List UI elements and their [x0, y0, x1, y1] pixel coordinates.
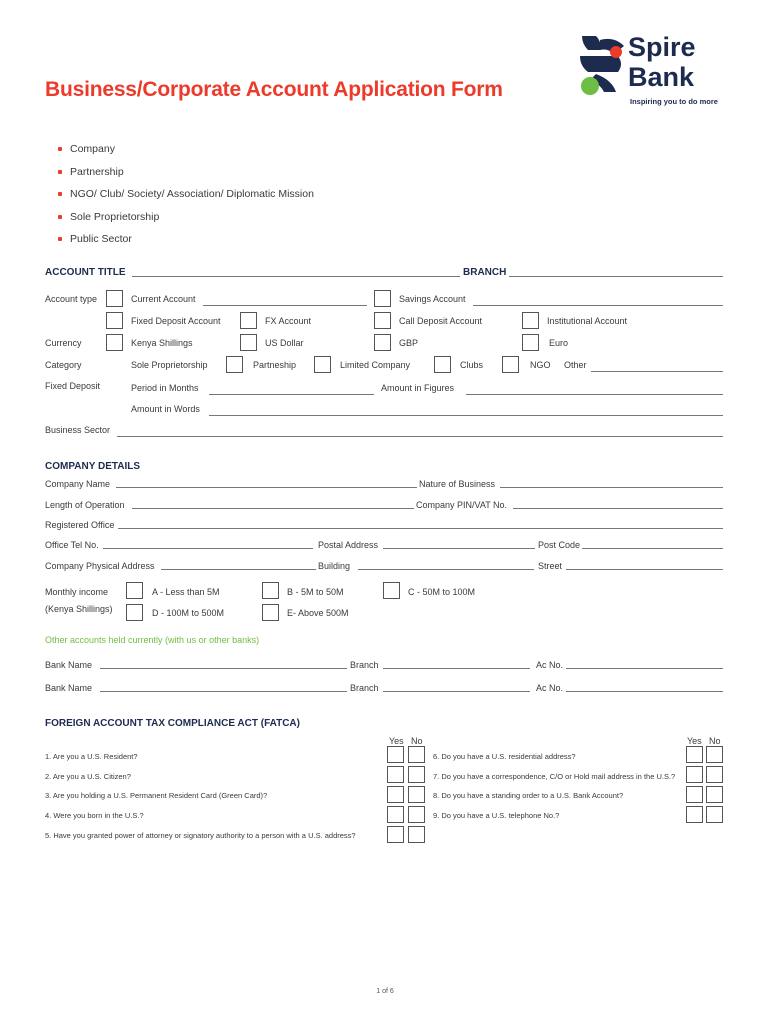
bank-branch-label: Branch [350, 683, 379, 693]
fatca-no-header: No [709, 736, 721, 746]
office-tel-field[interactable] [103, 548, 313, 549]
fatca-yes-checkbox[interactable] [686, 806, 703, 823]
gbp-checkbox[interactable] [374, 334, 391, 351]
fatca-no-checkbox[interactable] [408, 766, 425, 783]
euro-checkbox[interactable] [522, 334, 539, 351]
list-item: Sole Proprietorship [58, 206, 314, 229]
monthly-income-label: Monthly income [45, 587, 109, 597]
current-account-label: Current Account [131, 294, 196, 304]
fatca-no-checkbox[interactable] [706, 766, 723, 783]
other-accounts-heading: Other accounts held currently (with us or other banks) [45, 635, 260, 645]
fatca-question: 3. Are you holding a U.S. Permanent Resident Card (Green Card)? [45, 791, 268, 800]
post-code-field[interactable] [582, 548, 723, 549]
business-sector-field[interactable] [117, 436, 723, 437]
fatca-yes-header: Yes [389, 736, 404, 746]
fatca-question: 8. Do you have a standing order to a U.S. Bank Account? [433, 791, 624, 800]
current-account-checkbox[interactable] [106, 290, 123, 307]
usd-checkbox[interactable] [240, 334, 257, 351]
clubs-checkbox[interactable] [502, 356, 519, 373]
fatca-yes-checkbox[interactable] [387, 806, 404, 823]
fatca-yes-checkbox[interactable] [686, 766, 703, 783]
form-title: Business/Corporate Account Application Form [45, 78, 503, 101]
fx-account-checkbox[interactable] [240, 312, 257, 329]
bank-name-label: Bank Name [45, 660, 93, 670]
length-operation-label: Length of Operation [45, 500, 125, 510]
institutional-account-checkbox[interactable] [522, 312, 539, 329]
account-title-field[interactable] [132, 276, 460, 277]
ac-no-label: Ac No. [536, 683, 564, 693]
fatca-no-checkbox[interactable] [706, 786, 723, 803]
office-tel-label: Office Tel No. [45, 540, 99, 550]
company-pin-label: Company PIN/VAT No. [416, 500, 508, 510]
registered-office-label: Registered Office [45, 520, 115, 530]
fatca-question: 7. Do you have a correspondence, C/O or Hold mail address in the U.S.? [433, 772, 676, 781]
spire-bank-logo [578, 34, 728, 110]
building-field[interactable] [358, 569, 534, 570]
fatca-yes-checkbox[interactable] [387, 786, 404, 803]
kes-checkbox[interactable] [106, 334, 123, 351]
post-code-label: Post Code [538, 540, 581, 550]
income-b-label: B - 5M to 50M [287, 587, 344, 597]
income-e-checkbox[interactable] [262, 604, 279, 621]
amount-words-label: Amount in Words [131, 404, 200, 414]
fatca-question: 1. Are you a U.S. Resident? [45, 752, 138, 761]
bank-name-field[interactable] [100, 691, 347, 692]
period-months-label: Period in Months [131, 383, 199, 393]
company-name-label: Company Name [45, 479, 111, 489]
savings-account-label: Savings Account [399, 294, 466, 304]
fixed-deposit-checkbox[interactable] [106, 312, 123, 329]
sole-proprietorship-checkbox[interactable] [226, 356, 243, 373]
limited-company-label: Limited Company [340, 360, 411, 370]
fatca-question: 2. Are you a U.S. Citizen? [45, 772, 131, 781]
fatca-no-checkbox[interactable] [408, 786, 425, 803]
sole-proprietorship-label: Sole Proprietorship [131, 360, 208, 370]
fatca-yes-checkbox[interactable] [686, 746, 703, 763]
fatca-yes-header: Yes [687, 736, 702, 746]
list-item: NGO/ Club/ Society/ Association/ Diplomatic Mission [58, 183, 314, 206]
postal-address-label: Postal Address [318, 540, 379, 550]
page-number: 1 of 6 [376, 988, 394, 995]
fatca-yes-checkbox[interactable] [387, 766, 404, 783]
postal-address-field[interactable] [383, 548, 535, 549]
fatca-question: 4. Were you born in the U.S.? [45, 811, 144, 820]
current-account-field[interactable] [203, 305, 367, 306]
bank-branch-label: Branch [350, 660, 379, 670]
currency-label: Currency [45, 338, 82, 348]
entity-type-list [58, 138, 314, 251]
company-name-field[interactable] [116, 487, 417, 488]
account-title-label: ACCOUNT TITLE [45, 267, 126, 278]
institutional-account-label: Institutional Account [547, 316, 628, 326]
fatca-yes-checkbox[interactable] [387, 826, 404, 843]
logo-text-spire: Spire [628, 32, 696, 62]
amount-words-field[interactable] [209, 415, 723, 416]
fatca-yes-checkbox[interactable] [387, 746, 404, 763]
list-item: Public Sector [58, 228, 314, 251]
physical-address-field[interactable] [161, 569, 316, 570]
list-item: Company [58, 138, 314, 161]
physical-address-label: Company Physical Address [45, 561, 155, 571]
fatca-question: 9. Do you have a U.S. telephone No.? [433, 811, 560, 820]
company-details-heading: COMPANY DETAILS [45, 461, 141, 472]
kes-label: Kenya Shillings [131, 338, 193, 348]
fx-account-label: FX Account [265, 316, 312, 326]
ac-no-label: Ac No. [536, 660, 564, 670]
amount-figures-field[interactable] [466, 394, 723, 395]
branch-label: BRANCH [463, 267, 507, 278]
category-label: Category [45, 360, 82, 370]
income-d-label: D - 100M to 500M [152, 608, 225, 618]
income-c-checkbox[interactable] [383, 582, 400, 599]
fatca-yes-checkbox[interactable] [686, 786, 703, 803]
savings-account-checkbox[interactable] [374, 290, 391, 307]
ac-no-field[interactable] [566, 691, 723, 692]
business-sector-label: Business Sector [45, 425, 111, 435]
length-operation-field[interactable] [132, 508, 414, 509]
ngo-label: NGO [530, 360, 551, 370]
logo-tagline: Inspiring you to do more [630, 97, 718, 106]
building-label: Building [318, 561, 351, 571]
fatca-no-header: No [411, 736, 423, 746]
street-label: Street [538, 561, 563, 571]
usd-label: US Dollar [265, 338, 304, 348]
fatca-question: 5. Have you granted power of attorney or signatory authority to a person with a U.S. address? [45, 831, 356, 840]
partnership-checkbox[interactable] [314, 356, 331, 373]
other-category-field[interactable] [591, 371, 723, 372]
income-e-label: E- Above 500M [287, 608, 349, 618]
list-item: Partnership [58, 161, 314, 184]
fatca-no-checkbox[interactable] [408, 826, 425, 843]
gbp-label: GBP [399, 338, 419, 348]
income-a-checkbox[interactable] [126, 582, 143, 599]
registered-office-field[interactable] [118, 528, 723, 529]
partnership-label: Partneship [253, 360, 297, 370]
income-c-label: C - 50M to 100M [408, 587, 476, 597]
nature-business-label: Nature of Business [419, 479, 496, 489]
amount-figures-label: Amount in Figures [381, 383, 455, 393]
bank-branch-field[interactable] [383, 691, 530, 692]
call-deposit-label: Call Deposit Account [399, 316, 483, 326]
call-deposit-checkbox[interactable] [374, 312, 391, 329]
branch-field[interactable] [509, 276, 723, 277]
fixed-deposit-label: Fixed Deposit Account [131, 316, 221, 326]
fatca-no-checkbox[interactable] [706, 806, 723, 823]
savings-account-field[interactable] [473, 305, 723, 306]
other-label: Other [564, 360, 587, 370]
fixed-deposit-section-label: Fixed Deposit [45, 381, 101, 391]
fatca-no-checkbox[interactable] [706, 746, 723, 763]
account-type-label: Account type [45, 294, 98, 304]
income-d-checkbox[interactable] [126, 604, 143, 621]
company-pin-field[interactable] [513, 508, 723, 509]
monthly-income-sublabel: (Kenya Shillings) [45, 604, 113, 614]
fatca-no-checkbox[interactable] [408, 746, 425, 763]
street-field[interactable] [566, 569, 723, 570]
period-months-field[interactable] [209, 394, 374, 395]
nature-business-field[interactable] [500, 487, 723, 488]
income-b-checkbox[interactable] [262, 582, 279, 599]
bank-name-field[interactable] [100, 668, 347, 669]
income-a-label: A - Less than 5M [152, 587, 220, 597]
logo-text-bank: Bank [628, 62, 695, 92]
clubs-label: Clubs [460, 360, 484, 370]
ac-no-field[interactable] [566, 668, 723, 669]
limited-company-checkbox[interactable] [434, 356, 451, 373]
euro-label: Euro [549, 338, 569, 348]
fatca-question: 6. Do you have a U.S. residential address? [433, 752, 576, 761]
fatca-heading: FOREIGN ACCOUNT TAX COMPLIANCE ACT (FATCA) [45, 718, 300, 729]
bank-branch-field[interactable] [383, 668, 530, 669]
bank-name-label: Bank Name [45, 683, 93, 693]
fatca-no-checkbox[interactable] [408, 806, 425, 823]
